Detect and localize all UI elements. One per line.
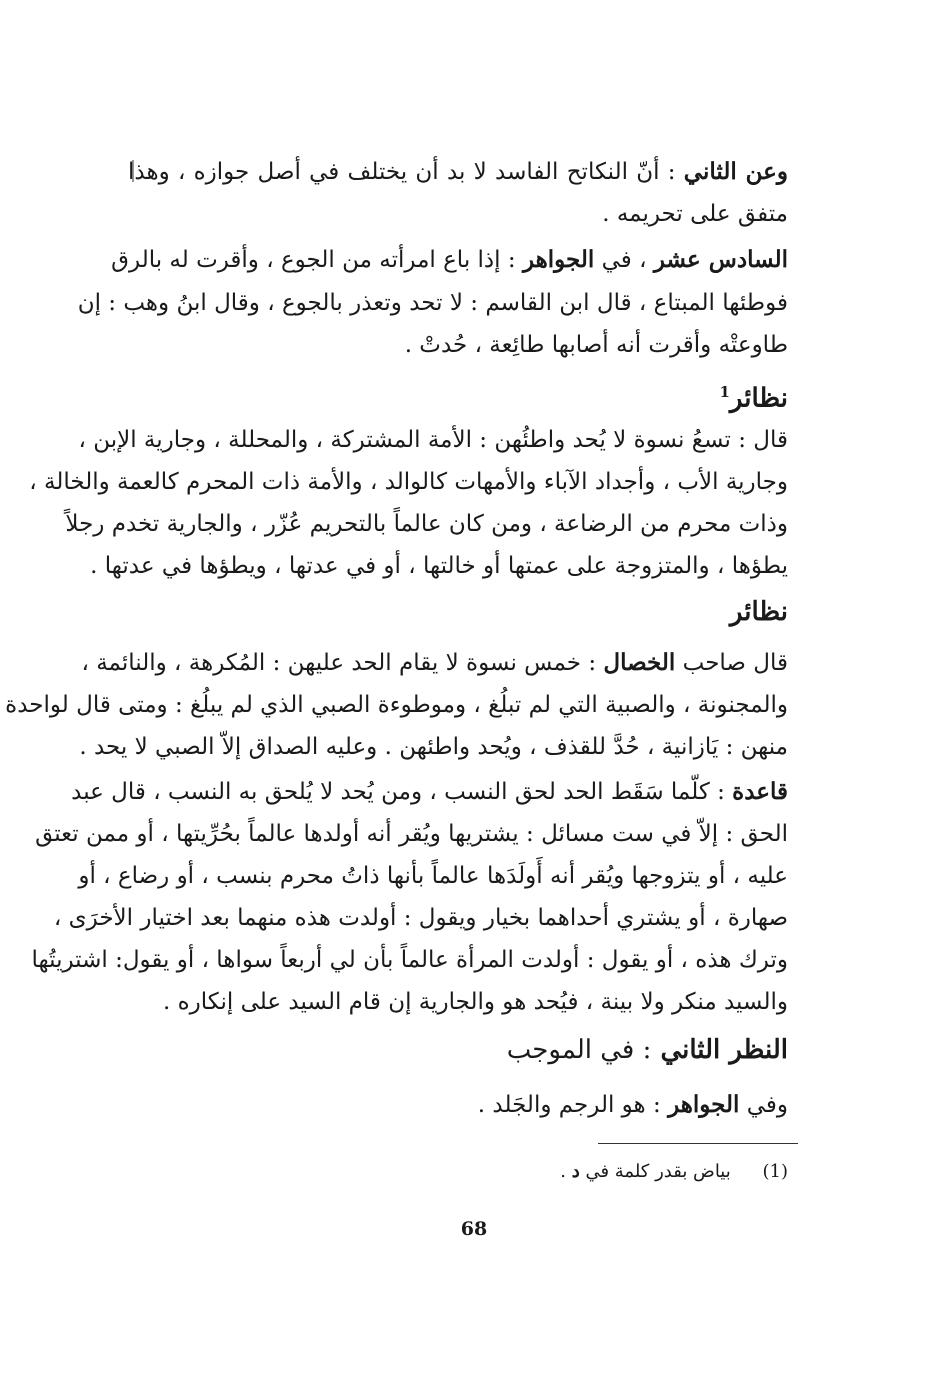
paragraph-2-line-2: فوطئها المبتاع ، قال ابن القاسم : لا تحد وتعذر بالجوع ، وقال ابنُ وهب : إن — [77, 290, 788, 316]
footnote-separator — [598, 1143, 798, 1144]
heading-text: نظائر — [729, 383, 788, 414]
term-bold: الخصال — [603, 649, 676, 676]
paragraph-3-line-2: وجارية الأب ، وأجداد الآباء والأمهات كالوالد ، والأمة ذات المحرم كالعمة والخالة ، — [29, 469, 788, 495]
paragraph-1-line-1 — [128, 152, 788, 192]
footnote-text: بياض بقدر كلمة في — [585, 1161, 731, 1182]
paragraph-5-line-6: والسيد منكر ولا بينة ، فيُحد هو والجارية إن قام السيد على إنكاره . — [163, 989, 788, 1015]
paragraph-5-line-5: وترك هذه ، أو يقول : أولدت المرأة عالماً بأن لي أربعاً سواها ، أو يقول: اشتريتُها — [31, 947, 788, 973]
footnote-ref: 1 — [719, 383, 730, 401]
paragraph-2-line-1 — [111, 240, 788, 280]
footnote-bold: د — [571, 1161, 580, 1182]
text-span: : أنّ النكاتح الفاسد لا بد أن يختلف في أصل جوازه ، وهذا — [128, 159, 676, 185]
paragraph-1-line-2: متفق على تحريمه . — [602, 201, 788, 227]
footnote — [560, 1158, 788, 1186]
paragraph-6 — [128, 1085, 788, 1125]
paragraph-3-line-3: وذات محرم من الرضاعة ، ومن كان عالماً بالتحريم عُزّر ، والجارية تخدم رجلاً — [65, 511, 788, 537]
term-bold: قاعدة — [732, 778, 788, 805]
section-heading-1 — [719, 372, 788, 419]
paragraph-4-line-1 — [81, 643, 788, 683]
paragraph-5-line-1 — [71, 772, 788, 812]
text-span: ، في — [601, 247, 647, 273]
section-heading-3 — [507, 1030, 788, 1070]
text-span: : خمس نسوة لا يقام الحد عليهن : المُكرهة ، والنائمة ، — [81, 650, 597, 676]
term-bold: الجواهر — [668, 1091, 740, 1118]
paragraph-5-line-3: عليه ، أو يتزوجها ويُقر أنه أَولَدَها عالماً بأنها ذاتُ محرم بنسب ، أو رضاع ، أو — [78, 863, 788, 889]
paragraph-2-line-3: طاوعتْه وأقرت أنه أصابها طائِعة ، حُدتْ . — [404, 332, 788, 358]
text-span: : هو الرجم والجَلد . — [477, 1092, 661, 1118]
footnote-end: . — [560, 1161, 566, 1182]
paragraph-3-line-1: قال : تسعُ نسوة لا يُحد واطئُهن : الأمة المشتركة ، والمحللة ، وجارية الإبن ، — [78, 427, 788, 453]
paragraph-5-line-4: صهارة ، أو يشتري أحداهما بخيار ويقول : أولدت هذه منهما بعد اختيار الأخرَى ، — [53, 905, 788, 931]
paragraph-5-line-2: الحق : إلاّ في ست مسائل : يشتريها ويُقر أنه أولدها عالماً بحُرِّيتها ، أو ممن تعتق — [35, 821, 788, 847]
paragraph-4-line-2: والمجنونة ، والصبية التي لم تبلُغ ، وموطوءة الصبي الذي لم يبلُغ : ومتى قال لواحدة — [5, 692, 788, 718]
page-number: 68 — [460, 1218, 488, 1240]
term-bold: الجواهر — [522, 246, 595, 273]
term-bold: السادس عشر — [653, 246, 788, 273]
heading-bold: النظر الثاني — [660, 1035, 788, 1065]
text-span: وفي — [746, 1092, 788, 1118]
text-span: : كلّما سَقَط الحد لحق النسب ، ومن يُحد لا يُلحق به النسب ، قال عبد — [71, 779, 725, 805]
paragraph-4-line-3: منهن : يَازانية ، حُدَّ للقذف ، ويُحد واطئهن . وعليه الصداق إلاّ الصبي لا يحد . — [79, 734, 788, 760]
term-bold: وعن الثاني — [683, 158, 789, 185]
text-span: : إذا باع امرأته من الجوع ، وأقرت له بالرق — [111, 247, 516, 273]
heading-rest: : في الموجب — [506, 1035, 652, 1065]
text-span: قال صاحب — [682, 650, 788, 676]
paragraph-3-line-4: يطؤها ، والمتزوجة على عمتها أو خالتها ، أو في عدتها ، ويطؤها في عدتها . — [90, 553, 788, 579]
section-heading-2: نظائر — [729, 597, 788, 627]
footnote-number: (1) — [762, 1161, 788, 1182]
